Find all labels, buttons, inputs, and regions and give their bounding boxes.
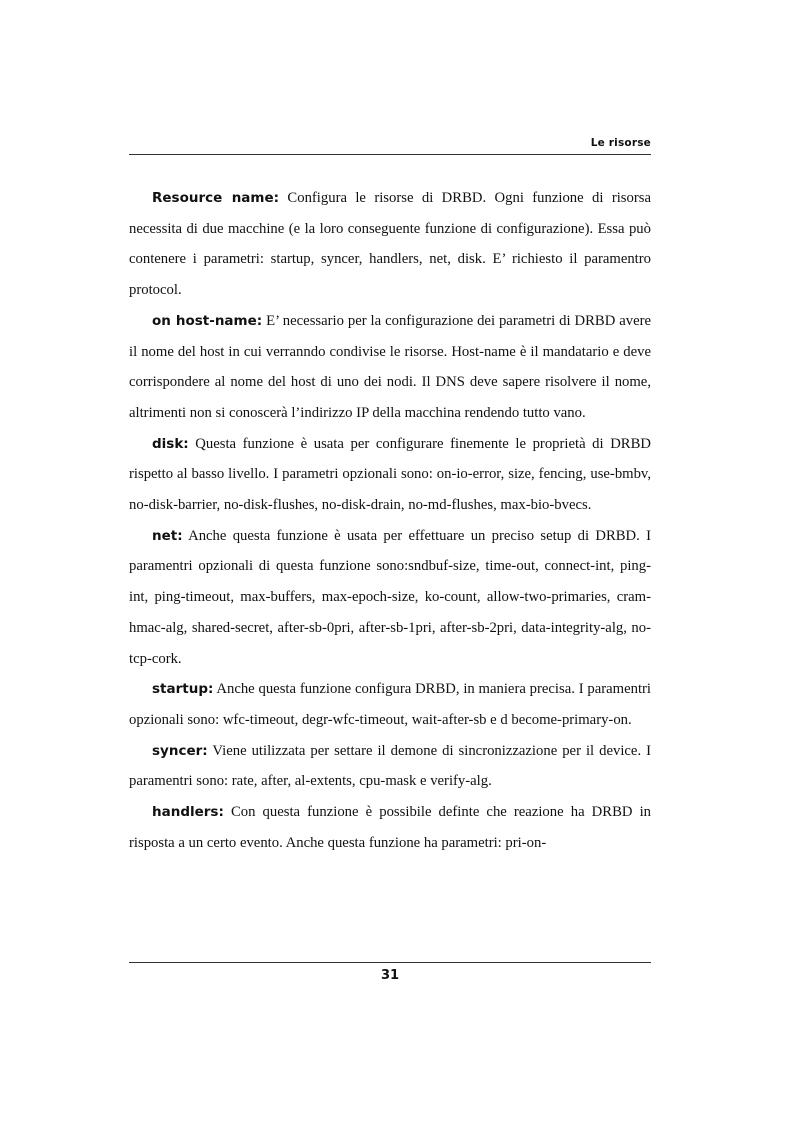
paragraph-disk xyxy=(129,429,651,521)
term-disk: disk: xyxy=(152,435,189,452)
paragraph-text: Questa funzione è usata per configurare finemente le proprietà di DRBD rispetto al basso livello. I parametri opzionali sono: on-io-error, size, fencing, use-bmbv, no-disk-barrier, no-disk-flushes, no-disk-drain, no-md-flushes, max-bio-bvecs. xyxy=(129,435,651,514)
paragraph-text: E’ necessario per la configurazione dei parametri di DRBD avere il nome del host in cui verranndo condivise le risorse. Host-name è il mandatario e deve corrispondere al nome del host di uno dei nodi. Il DNS deve sapere risolvere il nome, altrimenti non si conoscerà l’indirizzo IP della macchina rendendo tutto vano. xyxy=(129,312,652,421)
term-startup: startup: xyxy=(152,681,214,698)
paragraph-startup xyxy=(129,674,651,735)
paragraph-text: Configura le risorse di DRBD. Ogni funzione di risorsa necessita di due macchine (e la loro conseguente funzione di configurazione). Essa può contenere i parametri: startup, syncer, handlers, net, disk. E’ richiesto il paramentro protocol. xyxy=(129,190,651,299)
term-on-host-name: on host-name: xyxy=(152,312,263,329)
paragraph-text: Anche questa funzione è usata per effettuare un preciso setup di DRBD. I paramentri opzionali di questa funzione sono:sndbuf-size, time-out, connect-int, ping-int, ping-timeout, max-buffers, max-epoch-size, ko-count, allow-two-primaries, cram-hmac-alg, shared-secret, after-sb-0pri, after-sb-1pri, after-sb-2pri, data-integrity-alg, no-tcp-cork. xyxy=(129,527,651,667)
paragraph-net xyxy=(129,521,651,675)
page-number: 31 xyxy=(380,968,400,983)
paragraph-text: Anche questa funzione configura DRBD, in maniera precisa. I paramentri opzionali sono: wfc-timeout, degr-wfc-timeout, wait-after-sb e d become-primary-on. xyxy=(129,681,651,728)
term-syncer: syncer: xyxy=(152,742,208,759)
term-net: net: xyxy=(152,527,183,544)
header-title: Le risorse xyxy=(590,137,651,149)
footer-divider xyxy=(129,962,651,963)
body-text xyxy=(129,183,651,858)
paragraph-on-host-name xyxy=(129,306,651,429)
running-header xyxy=(129,137,651,155)
term-handlers: handlers: xyxy=(152,804,224,821)
term-resource-name: Resource name: xyxy=(152,190,280,206)
paragraph-syncer xyxy=(129,736,651,797)
paragraph-handlers xyxy=(129,797,651,858)
paragraph-text: Con questa funzione è possibile definte che reazione ha DRBD in risposta a un certo evento. Anche questa funzione ha parametri: pri-on- xyxy=(129,804,651,851)
paragraph-text: Viene utilizzata per settare il demone di sincronizzazione per il device. I paramentri sono: rate, after, al-extents, cpu-mask e verify-alg. xyxy=(129,742,651,790)
paragraph-resource-name xyxy=(129,183,651,306)
